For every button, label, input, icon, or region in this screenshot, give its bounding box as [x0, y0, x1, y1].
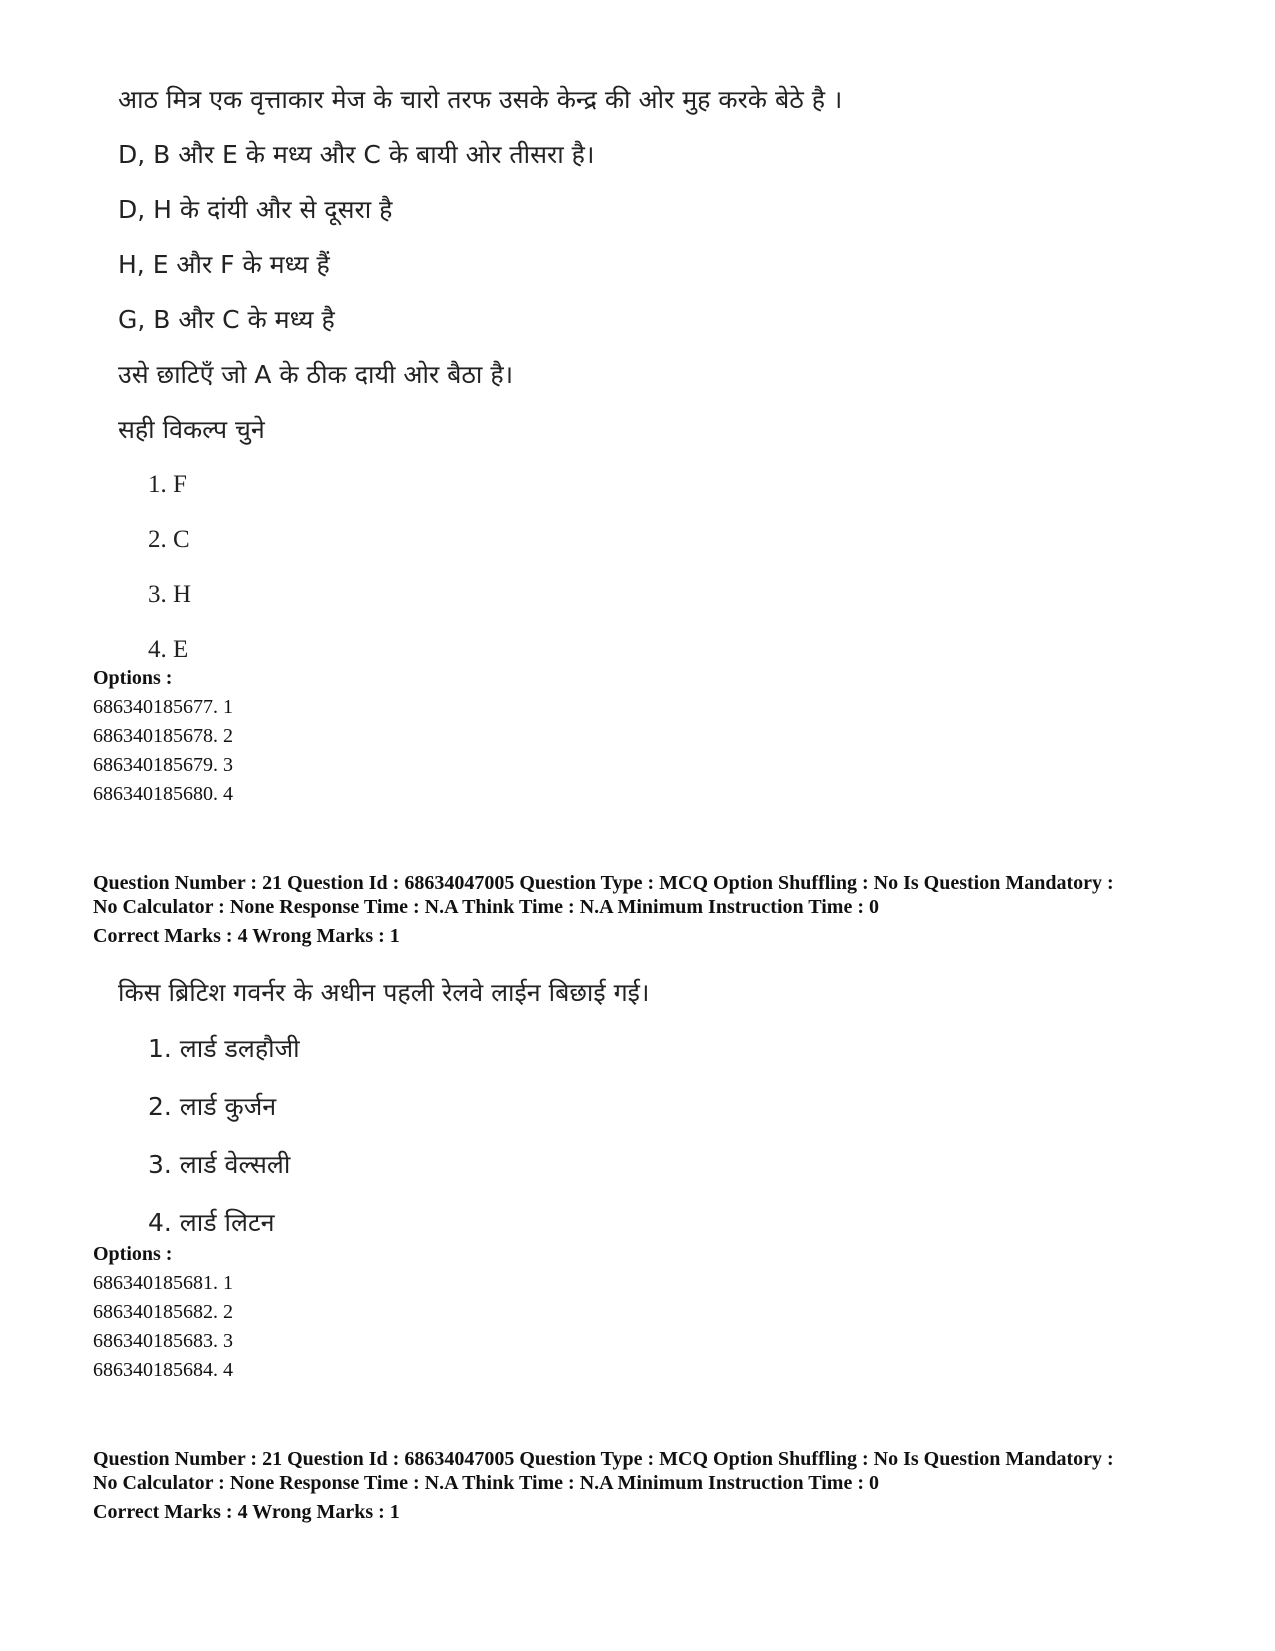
question-1-choice: 1. F: [148, 471, 187, 498]
options-label: Options :: [93, 1243, 173, 1265]
question-meta-2: [93, 1447, 1233, 1524]
option-row: 686340185677. 1: [93, 696, 233, 718]
option-row: 686340185678. 2: [93, 725, 233, 747]
option-row: 686340185682. 2: [93, 1301, 233, 1323]
question-2-choice: 2. लार्ड कुर्जन: [148, 1092, 277, 1121]
options-list-1: [93, 664, 1223, 809]
question-2-line: किस ब्रिटिश गवर्नर के अधीन पहली रेलवे लाईन बिछाई गई।: [118, 978, 650, 1007]
question-2-choice: 4. लार्ड लिटन: [148, 1208, 275, 1237]
question-1-line: D, B और E के मध्य और C के बायी ओर तीसरा है।: [118, 140, 595, 169]
question-2-choice: 3. लार्ड वेल्सली: [148, 1150, 291, 1179]
meta-line: No Calculator : None Response Time : N.A Think Time : N.A Minimum Instruction Time : 0: [93, 896, 879, 918]
question-1-choice: 4. E: [148, 636, 189, 663]
option-row: 686340185681. 1: [93, 1272, 233, 1294]
meta-line: No Calculator : None Response Time : N.A Think Time : N.A Minimum Instruction Time : 0: [93, 1472, 879, 1494]
question-1-line: D, H के दांयी और से दूसरा है: [118, 195, 393, 224]
question-1-choice: 3. H: [148, 581, 192, 608]
question-1-line: सही विकल्प चुने: [118, 415, 265, 444]
option-row: 686340185684. 4: [93, 1359, 233, 1381]
marks-line: Correct Marks : 4 Wrong Marks : 1: [93, 925, 400, 947]
question-1-choice: 2. C: [148, 526, 190, 553]
question-1-line: G, B और C के मध्य है: [118, 305, 335, 334]
question-1-body: [118, 72, 842, 677]
question-2-body: [118, 965, 649, 1252]
question-meta-1: [93, 871, 1233, 948]
meta-line: Question Number : 21 Question Id : 68634047005 Question Type : MCQ Option Shuffling : No Is Question Mandatory :: [93, 1448, 1114, 1470]
options-list-2: [93, 1240, 1223, 1385]
option-row: 686340185683. 3: [93, 1330, 233, 1352]
option-row: 686340185679. 3: [93, 754, 233, 776]
question-1-line: H, E और F के मध्य हैं: [118, 250, 330, 279]
question-2-choice: 1. लार्ड डलहौजी: [148, 1034, 300, 1063]
meta-line: Question Number : 21 Question Id : 68634047005 Question Type : MCQ Option Shuffling : No Is Question Mandatory :: [93, 872, 1114, 894]
marks-line: Correct Marks : 4 Wrong Marks : 1: [93, 1501, 400, 1523]
option-row: 686340185680. 4: [93, 783, 233, 805]
question-1-line: आठ मित्र एक वृत्ताकार मेज के चारो तरफ उसके केन्द्र की ओर मुह करके बेठे है ।: [118, 85, 843, 114]
options-label: Options :: [93, 667, 173, 689]
question-1-line: उसे छाटिएँ जो A के ठीक दायी ओर बैठा है।: [118, 360, 514, 389]
